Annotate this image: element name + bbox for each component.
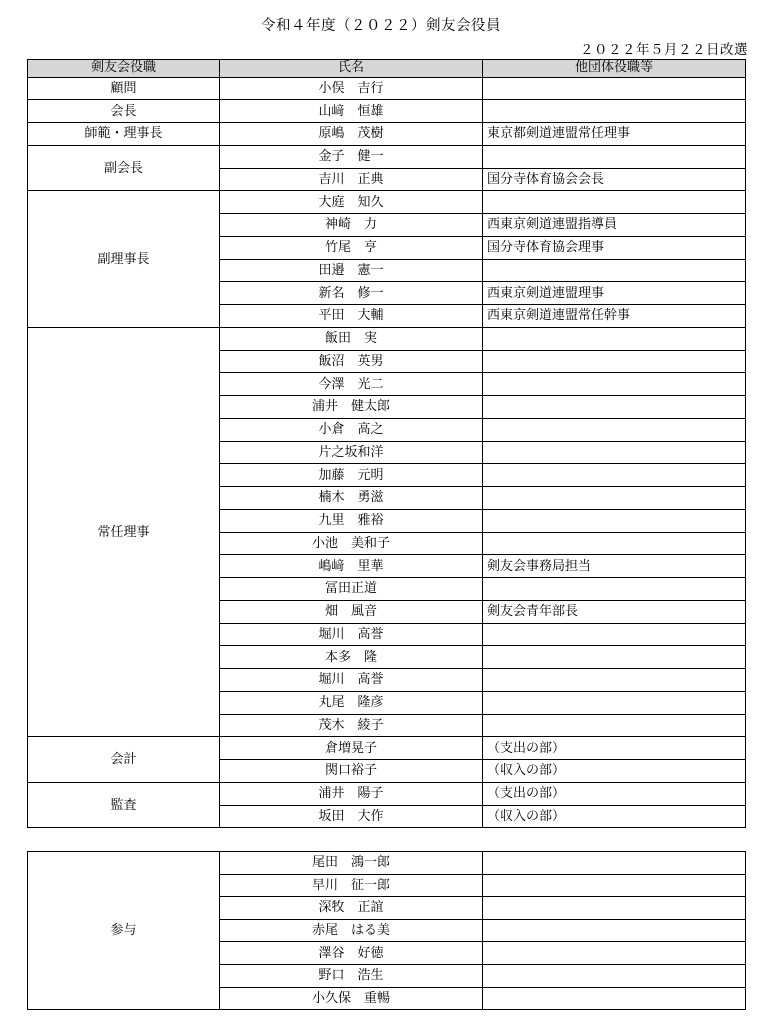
role-cell: 常任理事 (28, 327, 220, 737)
role-cell: 副理事長 (28, 191, 220, 328)
other-position-cell (483, 100, 746, 123)
other-position-cell (483, 964, 746, 987)
member-name: 浦井 陽子 (318, 786, 384, 802)
member-name: 飯沼 英男 (318, 353, 384, 369)
name-cell (220, 168, 483, 191)
other-position-cell (483, 487, 746, 510)
member-name: 小俣 吉行 (318, 80, 384, 96)
member-name: 深牧 正誼 (318, 900, 384, 916)
name-cell (220, 373, 483, 396)
name-cell (220, 669, 483, 692)
member-name: 楠木 勇滋 (318, 490, 384, 506)
name-cell (220, 805, 483, 828)
name-cell (220, 327, 483, 350)
member-name: 赤尾 はる美 (311, 923, 390, 939)
document-title: 令和４年度（２０２２）剣友会役員 (261, 18, 501, 34)
name-cell (220, 145, 483, 168)
name-cell (220, 737, 483, 760)
member-name: 大庭 知久 (318, 194, 384, 210)
name-cell (220, 919, 483, 942)
name-cell (220, 236, 483, 259)
other-position-cell (483, 532, 746, 555)
other-position-cell (483, 897, 746, 920)
member-name: 丸尾 隆彦 (318, 695, 384, 711)
member-name: 関口裕子 (324, 763, 377, 779)
name-cell (220, 760, 483, 783)
member-name: 小池 美和子 (311, 535, 390, 551)
member-name: 小久保 重暢 (311, 990, 390, 1006)
name-cell (220, 600, 483, 623)
member-name: 尾田 鴻一郎 (311, 855, 390, 871)
member-name: 原嶋 茂樹 (318, 126, 384, 142)
member-name: 小倉 高之 (318, 422, 384, 438)
table-row (28, 123, 746, 146)
officers-table (27, 59, 746, 828)
other-position-cell (483, 145, 746, 168)
member-name: 堀川 高誉 (318, 672, 384, 688)
header-name: 氏名 (220, 60, 483, 78)
other-position-cell: （収入の部） (483, 760, 746, 783)
member-name: 野口 浩生 (318, 968, 384, 984)
other-position-cell: 国分寺体育協会会長 (483, 168, 746, 191)
member-name: 九里 雅裕 (318, 513, 384, 529)
name-cell (220, 259, 483, 282)
name-cell (220, 191, 483, 214)
other-position-cell (483, 259, 746, 282)
other-position-cell (483, 327, 746, 350)
member-name: 冨田正道 (324, 581, 377, 597)
member-name: 浦井 健太郎 (311, 399, 390, 415)
member-name: 神崎 力 (324, 217, 377, 233)
member-name: 片之坂和洋 (318, 444, 384, 460)
other-position-cell: （支出の部） (483, 782, 746, 805)
header-other-positions: 他団体役職等 (483, 60, 746, 78)
name-cell (220, 418, 483, 441)
member-name: 畑 風音 (324, 604, 377, 620)
name-cell (220, 852, 483, 875)
other-position-cell (483, 623, 746, 646)
advisors-table-body (28, 852, 746, 1010)
name-cell (220, 555, 483, 578)
role-cell: 顧問 (28, 77, 220, 100)
other-position-cell (483, 418, 746, 441)
other-position-cell (483, 691, 746, 714)
advisors-table (27, 851, 746, 1010)
name-cell (220, 782, 483, 805)
member-name: 山﨑 恒雄 (318, 103, 384, 119)
name-cell (220, 874, 483, 897)
name-cell (220, 509, 483, 532)
name-cell (220, 897, 483, 920)
name-cell (220, 942, 483, 965)
role-cell: 監査 (28, 782, 220, 828)
other-position-cell (483, 464, 746, 487)
name-cell (220, 282, 483, 305)
revision-date: ２０２２年５月２２日改選 (580, 42, 748, 58)
other-position-cell (483, 441, 746, 464)
role-cell: 師範・理事長 (28, 123, 220, 146)
name-cell (220, 214, 483, 237)
other-position-cell: 剣友会事務局担当 (483, 555, 746, 578)
other-position-cell (483, 669, 746, 692)
name-cell (220, 646, 483, 669)
name-cell (220, 350, 483, 373)
other-position-cell: 西東京剣道連盟常任幹事 (483, 305, 746, 328)
table-row (28, 145, 746, 168)
member-name: 坂田 大作 (318, 808, 384, 824)
other-position-cell: 東京都剣道連盟常任理事 (483, 123, 746, 146)
member-name: 新名 修一 (318, 285, 384, 301)
other-position-cell (483, 396, 746, 419)
table-row (28, 737, 746, 760)
table-row (28, 100, 746, 123)
role-cell: 会計 (28, 737, 220, 783)
member-name: 田邉 憲一 (318, 262, 384, 278)
role-cell: 会長 (28, 100, 220, 123)
table-row (28, 77, 746, 100)
name-cell (220, 623, 483, 646)
name-cell (220, 532, 483, 555)
other-position-cell (483, 509, 746, 532)
name-cell (220, 305, 483, 328)
member-name: 平田 大輔 (318, 308, 384, 324)
name-cell (220, 578, 483, 601)
member-name: 加藤 元明 (318, 467, 384, 483)
name-cell (220, 714, 483, 737)
header-row (28, 60, 746, 78)
member-name: 本多 隆 (324, 649, 377, 665)
other-position-cell (483, 874, 746, 897)
name-cell (220, 964, 483, 987)
table-row (28, 327, 746, 350)
name-cell (220, 123, 483, 146)
other-position-cell (483, 646, 746, 669)
member-name: 堀川 高誉 (318, 626, 384, 642)
other-position-cell (483, 191, 746, 214)
name-cell (220, 691, 483, 714)
member-name: 竹尾 亨 (324, 240, 377, 256)
name-cell (220, 487, 483, 510)
other-position-cell (483, 578, 746, 601)
other-position-cell (483, 373, 746, 396)
other-position-cell (483, 942, 746, 965)
member-name: 飯田 実 (324, 331, 377, 347)
name-cell (220, 441, 483, 464)
other-position-cell (483, 987, 746, 1010)
other-position-cell (483, 852, 746, 875)
member-name: 金子 健一 (318, 149, 384, 165)
member-name: 吉川 正典 (318, 171, 384, 187)
table-row (28, 191, 746, 214)
other-position-cell: （収入の部） (483, 805, 746, 828)
role-cell: 参与 (28, 852, 220, 1010)
name-cell (220, 464, 483, 487)
header-role: 剣友会役職 (28, 60, 220, 78)
other-position-cell: 剣友会青年部長 (483, 600, 746, 623)
role-cell: 副会長 (28, 145, 220, 191)
other-position-cell (483, 77, 746, 100)
member-name: 澤谷 好徳 (318, 945, 384, 961)
officers-table-body (28, 77, 746, 828)
other-position-cell (483, 350, 746, 373)
name-cell (220, 77, 483, 100)
other-position-cell (483, 919, 746, 942)
other-position-cell: （支出の部） (483, 737, 746, 760)
member-name: 今澤 光二 (318, 376, 384, 392)
name-cell (220, 396, 483, 419)
member-name: 早川 征一郎 (311, 877, 390, 893)
other-position-cell: 西東京剣道連盟指導員 (483, 214, 746, 237)
member-name: 倉増晃子 (324, 740, 377, 756)
other-position-cell: 国分寺体育協会理事 (483, 236, 746, 259)
table-row (28, 782, 746, 805)
member-name: 茂木 綾子 (318, 717, 384, 733)
other-position-cell: 西東京剣道連盟理事 (483, 282, 746, 305)
other-position-cell (483, 714, 746, 737)
member-name: 嶋﨑 里華 (318, 558, 384, 574)
name-cell (220, 987, 483, 1010)
table-row (28, 852, 746, 875)
name-cell (220, 100, 483, 123)
